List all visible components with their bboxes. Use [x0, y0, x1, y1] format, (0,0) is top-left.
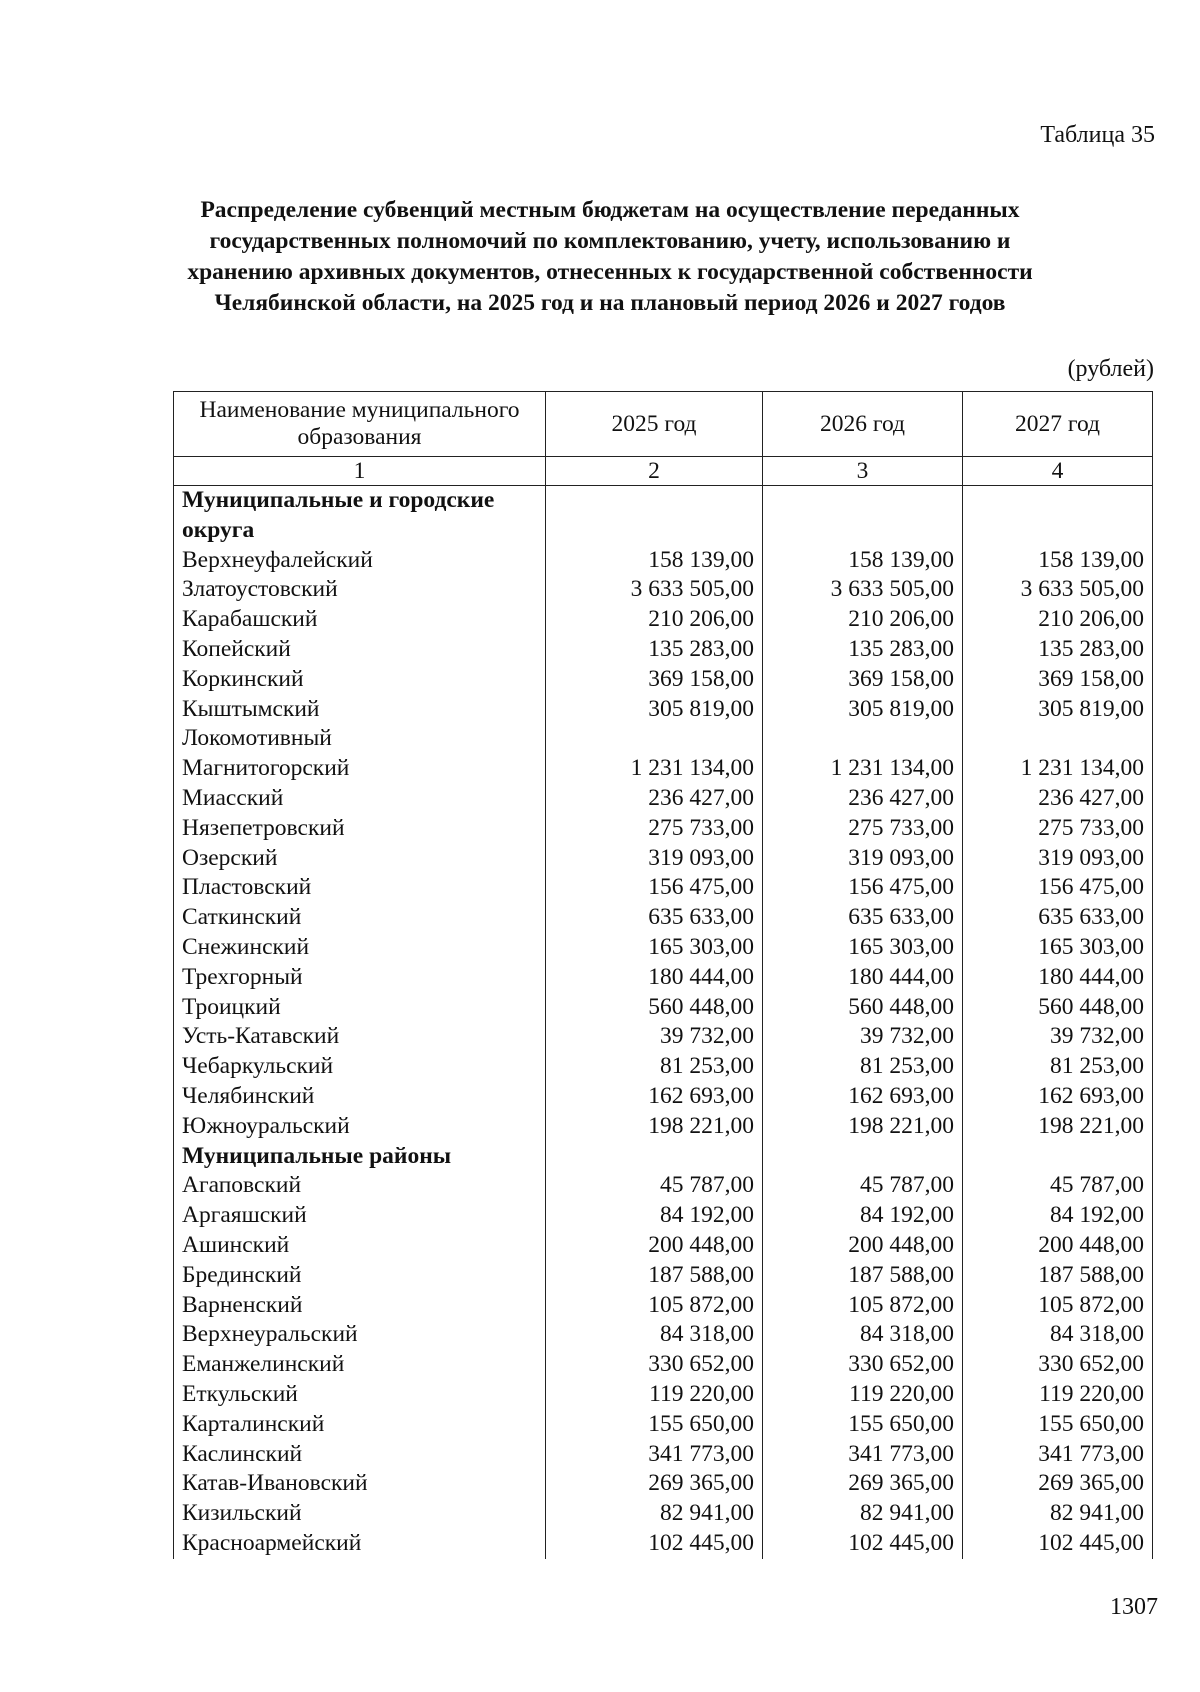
municipality-name: Еткульский [174, 1380, 546, 1410]
value-2027: 82 941,00 [963, 1499, 1153, 1529]
value-2025: 180 444,00 [546, 963, 763, 993]
table-row [174, 1469, 1153, 1499]
municipality-name: Агаповский [174, 1171, 546, 1201]
table-row [174, 605, 1153, 635]
value-2025: 135 283,00 [546, 635, 763, 665]
value-2025: 81 253,00 [546, 1052, 763, 1082]
value-2026: 119 220,00 [763, 1380, 963, 1410]
value-2025 [546, 486, 763, 546]
municipality-name: Ашинский [174, 1231, 546, 1261]
value-2026: 45 787,00 [763, 1171, 963, 1201]
municipality-name: Южноуральский [174, 1112, 546, 1142]
value-2025: 156 475,00 [546, 873, 763, 903]
table-row [174, 963, 1153, 993]
table-row [174, 754, 1153, 784]
value-2026 [763, 486, 963, 546]
title-line: хранению архивных документов, отнесенных к государственной собственности [187, 259, 1033, 285]
value-2025 [546, 1142, 763, 1172]
value-2027: 200 448,00 [963, 1231, 1153, 1261]
value-2026: 236 427,00 [763, 784, 963, 814]
value-2026: 341 773,00 [763, 1440, 963, 1470]
table-row [174, 1320, 1153, 1350]
value-2026: 180 444,00 [763, 963, 963, 993]
table-row [174, 575, 1153, 605]
value-2025: 158 139,00 [546, 546, 763, 576]
table-row [174, 724, 1153, 754]
table-body [174, 486, 1153, 1559]
table-row [174, 1291, 1153, 1321]
value-2025: 84 192,00 [546, 1201, 763, 1231]
value-2026: 158 139,00 [763, 546, 963, 576]
value-2025: 187 588,00 [546, 1261, 763, 1291]
municipality-name: Копейский [174, 635, 546, 665]
table-row [174, 1499, 1153, 1529]
value-2025: 305 819,00 [546, 695, 763, 725]
value-2026 [763, 724, 963, 754]
value-2026: 319 093,00 [763, 844, 963, 874]
value-2027: 305 819,00 [963, 695, 1153, 725]
value-2027: 210 206,00 [963, 605, 1153, 635]
value-2027: 119 220,00 [963, 1380, 1153, 1410]
table-row [174, 1052, 1153, 1082]
value-2025: 319 093,00 [546, 844, 763, 874]
value-2027: 319 093,00 [963, 844, 1153, 874]
value-2025: 165 303,00 [546, 933, 763, 963]
table-row [174, 1529, 1153, 1559]
column-number: 4 [963, 457, 1153, 486]
value-2025: 236 427,00 [546, 784, 763, 814]
value-2027: 187 588,00 [963, 1261, 1153, 1291]
value-2027 [963, 486, 1153, 546]
value-2026: 156 475,00 [763, 873, 963, 903]
value-2027: 341 773,00 [963, 1440, 1153, 1470]
title-line: государственных полномочий по комплектованию, учету, использованию и [209, 228, 1011, 254]
column-number: 2 [546, 457, 763, 486]
column-header-2026: 2026 год [763, 392, 963, 457]
municipality-name: Каслинский [174, 1440, 546, 1470]
table-row [174, 1440, 1153, 1470]
value-2025: 560 448,00 [546, 993, 763, 1023]
value-2025: 84 318,00 [546, 1320, 763, 1350]
municipality-name: Усть-Катавский [174, 1022, 546, 1052]
value-2026: 162 693,00 [763, 1082, 963, 1112]
column-header-name: Наименование муниципального образования [174, 392, 546, 457]
value-2027: 156 475,00 [963, 873, 1153, 903]
table-row [174, 933, 1153, 963]
title-line: Челябинской области, на 2025 год и на плановый период 2026 и 2027 годов [214, 290, 1006, 316]
value-2027: 369 158,00 [963, 665, 1153, 695]
value-2025: 155 650,00 [546, 1410, 763, 1440]
column-number-row [174, 457, 1153, 486]
municipality-name: Озерский [174, 844, 546, 874]
value-2027: 3 633 505,00 [963, 575, 1153, 605]
value-2027: 84 318,00 [963, 1320, 1153, 1350]
municipality-name: Еманжелинский [174, 1350, 546, 1380]
subventions-table [173, 391, 1153, 1559]
title-line: Распределение субвенций местным бюджетам на осуществление переданных [200, 197, 1020, 223]
column-number: 1 [174, 457, 546, 486]
value-2025: 269 365,00 [546, 1469, 763, 1499]
document-title [150, 195, 1070, 319]
table-row [174, 1201, 1153, 1231]
municipality-name: Златоустовский [174, 575, 546, 605]
table-row [174, 1171, 1153, 1201]
value-2027: 330 652,00 [963, 1350, 1153, 1380]
municipality-name: Миасский [174, 784, 546, 814]
value-2027 [963, 724, 1153, 754]
value-2026: 369 158,00 [763, 665, 963, 695]
municipality-name: Локомотивный [174, 724, 546, 754]
municipality-name: Красноармейский [174, 1529, 546, 1559]
value-2025: 200 448,00 [546, 1231, 763, 1261]
value-2027: 560 448,00 [963, 993, 1153, 1023]
value-2027: 198 221,00 [963, 1112, 1153, 1142]
table-row [174, 784, 1153, 814]
column-header-2025: 2025 год [546, 392, 763, 457]
column-header-2027: 2027 год [963, 392, 1153, 457]
value-2026: 81 253,00 [763, 1052, 963, 1082]
value-2025: 3 633 505,00 [546, 575, 763, 605]
value-2026: 269 365,00 [763, 1469, 963, 1499]
value-2026: 3 633 505,00 [763, 575, 963, 605]
municipality-name: Кизильский [174, 1499, 546, 1529]
value-2026: 200 448,00 [763, 1231, 963, 1261]
municipality-name: Чебаркульский [174, 1052, 546, 1082]
municipality-name: Брединский [174, 1261, 546, 1291]
value-2027: 135 283,00 [963, 635, 1153, 665]
value-2026: 135 283,00 [763, 635, 963, 665]
table-row [174, 993, 1153, 1023]
table-row [174, 695, 1153, 725]
value-2025: 82 941,00 [546, 1499, 763, 1529]
municipality-name: Саткинский [174, 903, 546, 933]
table-row [174, 1112, 1153, 1142]
value-2027: 269 365,00 [963, 1469, 1153, 1499]
value-2026: 39 732,00 [763, 1022, 963, 1052]
value-2025: 162 693,00 [546, 1082, 763, 1112]
table-row [174, 665, 1153, 695]
value-2026: 305 819,00 [763, 695, 963, 725]
value-2027: 165 303,00 [963, 933, 1153, 963]
value-2027: 275 733,00 [963, 814, 1153, 844]
section-header-row [174, 1142, 1153, 1172]
table-row [174, 1350, 1153, 1380]
table-row [174, 814, 1153, 844]
value-2025: 275 733,00 [546, 814, 763, 844]
value-2025: 45 787,00 [546, 1171, 763, 1201]
municipality-name: Муниципальные районы [174, 1142, 546, 1172]
value-2025: 198 221,00 [546, 1112, 763, 1142]
municipality-name: Магнитогорский [174, 754, 546, 784]
value-2025: 39 732,00 [546, 1022, 763, 1052]
value-2027 [963, 1142, 1153, 1172]
municipality-name: Троицкий [174, 993, 546, 1023]
value-2026: 84 192,00 [763, 1201, 963, 1231]
municipality-name: Челябинский [174, 1082, 546, 1112]
value-2025: 369 158,00 [546, 665, 763, 695]
value-2027: 180 444,00 [963, 963, 1153, 993]
municipality-name: Кыштымский [174, 695, 546, 725]
value-2027: 84 192,00 [963, 1201, 1153, 1231]
value-2026: 1 231 134,00 [763, 754, 963, 784]
value-2026: 102 445,00 [763, 1529, 963, 1559]
value-2025: 330 652,00 [546, 1350, 763, 1380]
municipality-name: Трехгорный [174, 963, 546, 993]
value-2026: 187 588,00 [763, 1261, 963, 1291]
value-2027: 102 445,00 [963, 1529, 1153, 1559]
value-2026: 560 448,00 [763, 993, 963, 1023]
table-row [174, 635, 1153, 665]
value-2025: 341 773,00 [546, 1440, 763, 1470]
value-2026: 82 941,00 [763, 1499, 963, 1529]
value-2027: 236 427,00 [963, 784, 1153, 814]
municipality-name: Верхнеуральский [174, 1320, 546, 1350]
value-2027: 81 253,00 [963, 1052, 1153, 1082]
municipality-name: Муниципальные и городские округа [174, 486, 546, 546]
municipality-name: Снежинский [174, 933, 546, 963]
section-header-row [174, 486, 1153, 546]
page-number: 1307 [1110, 1594, 1158, 1620]
municipality-name: Аргаяшский [174, 1201, 546, 1231]
column-number: 3 [763, 457, 963, 486]
value-2026: 105 872,00 [763, 1291, 963, 1321]
value-2027: 105 872,00 [963, 1291, 1153, 1321]
value-2026: 275 733,00 [763, 814, 963, 844]
value-2026: 198 221,00 [763, 1112, 963, 1142]
value-2026 [763, 1142, 963, 1172]
value-2027: 39 732,00 [963, 1022, 1153, 1052]
table-row [174, 873, 1153, 903]
municipality-name: Карталинский [174, 1410, 546, 1440]
value-2026: 210 206,00 [763, 605, 963, 635]
value-2025: 210 206,00 [546, 605, 763, 635]
value-2026: 84 318,00 [763, 1320, 963, 1350]
municipality-name: Верхнеуфалейский [174, 546, 546, 576]
value-2027: 1 231 134,00 [963, 754, 1153, 784]
municipality-name: Карабашский [174, 605, 546, 635]
municipality-name: Нязепетровский [174, 814, 546, 844]
value-2025: 102 445,00 [546, 1529, 763, 1559]
value-2027: 162 693,00 [963, 1082, 1153, 1112]
header-row [174, 392, 1153, 457]
municipality-name: Катав-Ивановский [174, 1469, 546, 1499]
value-2026: 155 650,00 [763, 1410, 963, 1440]
value-2026: 165 303,00 [763, 933, 963, 963]
table-row [174, 1410, 1153, 1440]
table-row [174, 1231, 1153, 1261]
table-number-label: Таблица 35 [1040, 122, 1155, 148]
table-row [174, 844, 1153, 874]
value-2027: 155 650,00 [963, 1410, 1153, 1440]
unit-label: (рублей) [1067, 356, 1154, 382]
value-2026: 330 652,00 [763, 1350, 963, 1380]
value-2025: 119 220,00 [546, 1380, 763, 1410]
table-row [174, 1380, 1153, 1410]
value-2025: 635 633,00 [546, 903, 763, 933]
table-row [174, 903, 1153, 933]
table-row [174, 1082, 1153, 1112]
table-row [174, 546, 1153, 576]
municipality-name: Коркинский [174, 665, 546, 695]
value-2027: 635 633,00 [963, 903, 1153, 933]
value-2025 [546, 724, 763, 754]
value-2027: 158 139,00 [963, 546, 1153, 576]
value-2025: 105 872,00 [546, 1291, 763, 1321]
municipality-name: Варненский [174, 1291, 546, 1321]
table-row [174, 1022, 1153, 1052]
table-row [174, 1261, 1153, 1291]
municipality-name: Пластовский [174, 873, 546, 903]
value-2025: 1 231 134,00 [546, 754, 763, 784]
value-2026: 635 633,00 [763, 903, 963, 933]
value-2027: 45 787,00 [963, 1171, 1153, 1201]
